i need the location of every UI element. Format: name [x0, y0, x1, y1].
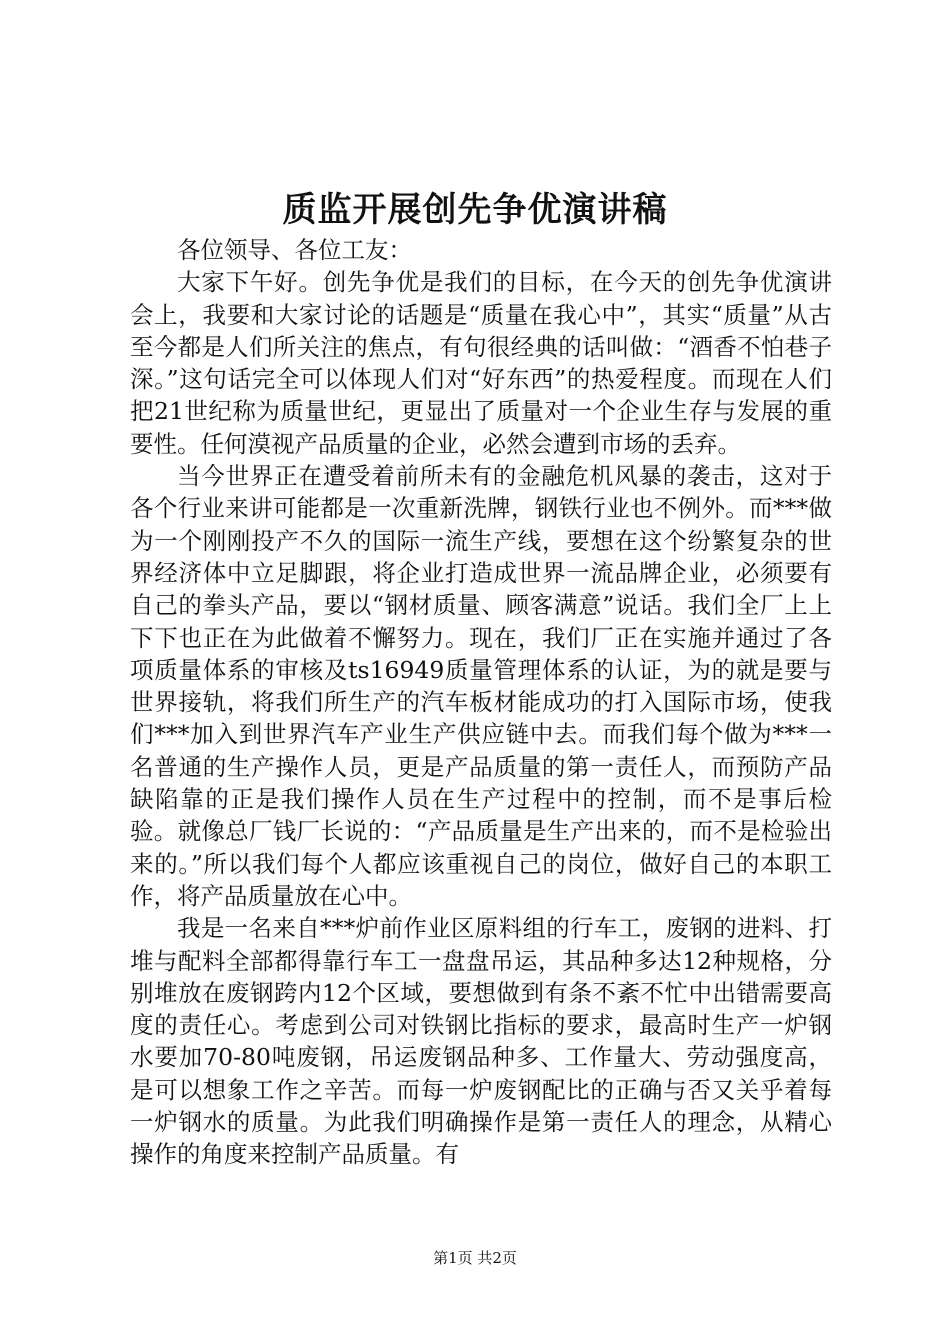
body-paragraph: 我是一名来自***炉前作业区原料组的行车工，废钢的进料、打堆与配料全部都得靠行车工一盘盘吊运，其品种多达12种规格，分别堆放在废钢跨内12个区域，要想做到有条不紊不忙中出错需要高度的责任心。考虑到公司对铁钢比指标的要求，最高时生产一炉钢水要加70-80吨废钢，吊运废钢品种多、工作量大、劳动强度高，是可以想象工作之辛苦。而每一炉废钢配比的正确与否又关乎着每一炉钢水的质量。为此我们明确操作是第一责任人的理念，从精心操作的角度来控制产品质量。有 — [130, 914, 832, 1169]
body-paragraph: 大家下午好。创先争优是我们的目标，在今天的创先争优演讲会上，我要和大家讨论的话题是“质量在我心中”，其实“质量”从古至今都是人们所关注的焦点，有句很经典的话叫做：“酒香不怕巷子深。”这句话完全可以体现人们对“好东西”的热爱程度。而现在人们把21世纪称为质量世纪，更显出了质量对一个企业生存与发展的重要性。任何漠视产品质量的企业，必然会遭到市场的丢弃。 — [130, 268, 832, 458]
document-body — [130, 234, 832, 1171]
body-paragraph: 当今世界正在遭受着前所未有的金融危机风暴的袭击，这对于各个行业来讲可能都是一次重新洗牌，钢铁行业也不例外。而***做为一个刚刚投产不久的国际一流生产线，要想在这个纷繁复杂的世界经济体中立足脚跟，将企业打造成世界一流品牌企业，必须要有自己的拳头产品，要以“钢材质量、顾客满意”说话。我们全厂上上下下也正在为此做着不懈努力。现在，我们厂正在实施并通过了各项质量体系的审核及ts16949质量管理体系的认证，为的就是要与世界接轨，将我们所生产的汽车板材能成功的打入国际市场，使我们***加入到世界汽车产业生产供应链中去。而我们每个做为***一名普通的生产操作人员，更是产品质量的第一责任人，而预防产品缺陷靠的正是我们操作人员在生产过程中的控制，而不是事后检验。就像总厂钱厂长说的：“产品质量是生产出来的，而不是检验出来的。”所以我们每个人都应该重视自己的岗位，做好自己的本职工作，将产品质量放在心中。 — [130, 462, 832, 910]
document-title: 质监开展创先争优演讲稿 — [282, 190, 668, 230]
page-number-footer: 第1页 共2页 — [433, 1249, 517, 1267]
salutation-paragraph: 各位领导、各位工友： — [177, 236, 412, 264]
